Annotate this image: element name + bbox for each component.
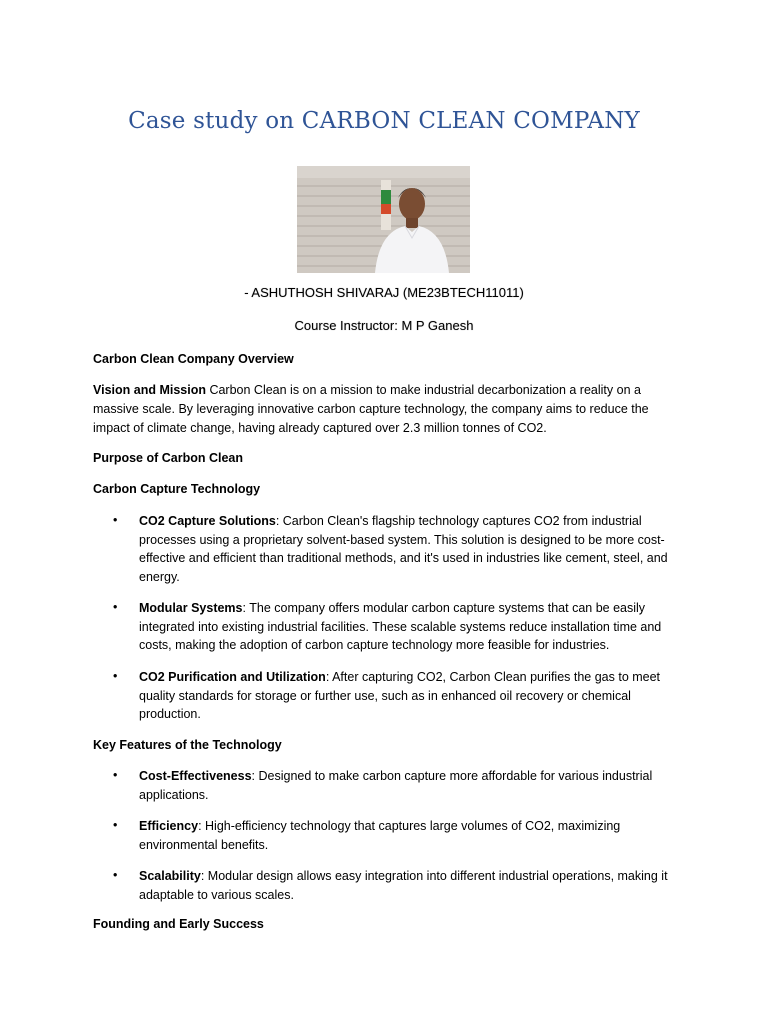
item-label: CO2 Capture Solutions [139, 514, 276, 528]
item-label: Modular Systems [139, 601, 243, 615]
item-label: Scalability [139, 869, 201, 883]
vision-paragraph [93, 381, 683, 438]
author-line: - ASHUTHOSH SHIVARAJ (ME23BTECH11011) [244, 285, 524, 300]
item-label: Cost-Effectiveness [139, 769, 252, 783]
bullet-marker: • [113, 818, 118, 832]
document-title: Case study on CARBON CLEAN COMPANY [128, 108, 640, 134]
item-text: : Designed to make carbon capture more affordable for various industrial applications. [139, 769, 653, 802]
instructor-line: Course Instructor: M P Ganesh [294, 318, 474, 333]
bullet-marker: • [113, 868, 118, 882]
author-photo-image [297, 166, 470, 273]
item-text: : After capturing CO2, Carbon Clean purifies the gas to meet quality standards for storage or further use, such as in enhanced oil recovery or chemical production. [139, 670, 661, 721]
list-item-co2-capture [139, 512, 684, 586]
list-item-modular-systems [139, 599, 684, 655]
features-heading: Key Features of the Technology [93, 738, 282, 752]
capture-heading: Carbon Capture Technology [93, 482, 261, 496]
item-label: Efficiency [139, 819, 199, 833]
list-item-cost-effectiveness [139, 767, 684, 804]
purpose-heading: Purpose of Carbon Clean [93, 451, 244, 465]
item-label: CO2 Purification and Utilization [139, 670, 326, 684]
list-item-efficiency [139, 817, 684, 854]
vision-label: Vision and Mission [93, 383, 206, 397]
overview-heading: Carbon Clean Company Overview [93, 352, 294, 366]
bullet-marker: • [113, 513, 118, 527]
list-item-scalability [139, 867, 684, 904]
bullet-marker: • [113, 669, 118, 683]
founding-heading: Founding and Early Success [93, 917, 264, 931]
item-text: : High-efficiency technology that captures large volumes of CO2, maximizing environmental benefits. [139, 819, 621, 852]
list-item-purification [139, 668, 684, 724]
bullet-marker: • [113, 768, 118, 782]
vision-text: Carbon Clean is on a mission to make industrial decarbonization a reality on a massive scale. By leveraging innovative carbon capture technology, the company aims to reduce the impact of climate change, having already captured over 2.3 million tonnes of CO2. [93, 383, 649, 435]
item-text: : Modular design allows easy integration into different industrial operations, making it adaptable to various scales. [139, 869, 668, 902]
author-photo [297, 166, 470, 273]
item-text: : The company offers modular carbon capture systems that can be easily integrated into existing industrial facilities. These scalable systems reduce installation time and costs, making the adoption of carbon capture technology more feasible for industries. [139, 601, 662, 652]
bullet-marker: • [113, 600, 118, 614]
item-text: : Carbon Clean's flagship technology captures CO2 from industrial processes using a proprietary solvent-based system. This solution is designed to be more cost-effective and efficient than traditional methods, and it's used in industries like cement, steel, and energy. [139, 514, 668, 584]
